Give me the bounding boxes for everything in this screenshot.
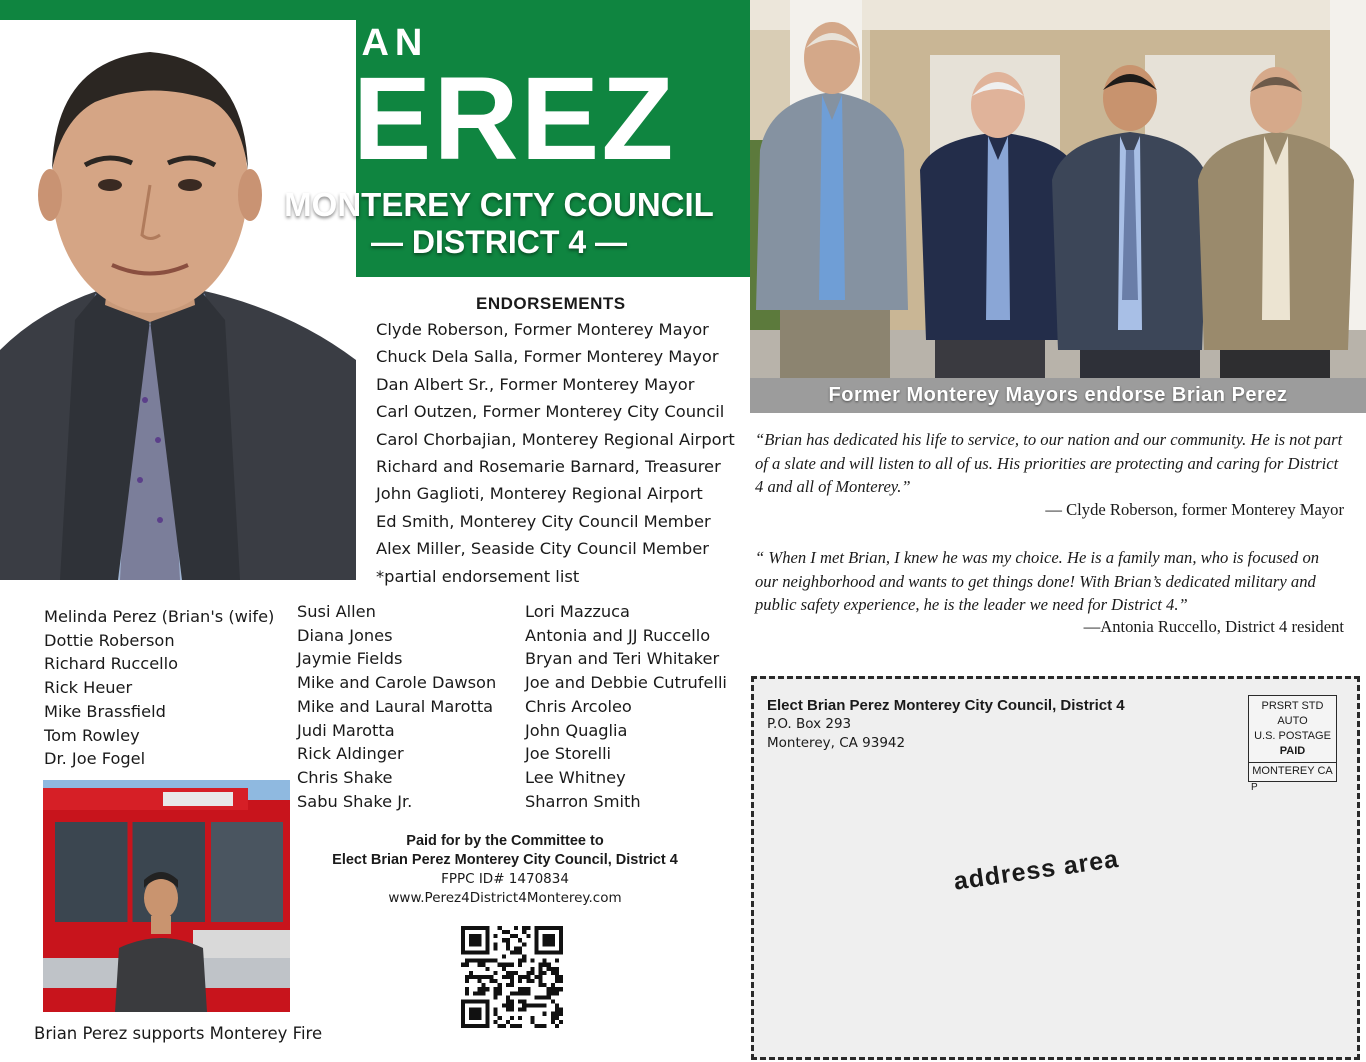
return-address-box: P.O. Box 293 — [767, 716, 852, 732]
supporter-name: Rick Aldinger — [297, 744, 404, 764]
endorsements-heading: ENDORSEMENTS — [476, 294, 626, 313]
endorsement-item: Clyde Roberson, Former Monterey Mayor — [376, 320, 709, 339]
quote-text: “Brian has dedicated his life to service, to our nation and our community. He is not part of a slate and will listen to all of us. His priorities are protecting and caring for District 4 and all of Monterey.” — [755, 430, 1343, 497]
quote-text: “ When I met Brian, I knew he was my choice. He is a family man, who is focused on our neighborhood and wants to get things done! With Brian’s dedicated military and public safety experience, he is the leader we need for District 4.” — [755, 548, 1320, 615]
supporter-name: Mike and Laural Marotta — [297, 696, 494, 716]
supporter-name: Joe and Debbie Cutrufelli — [525, 673, 727, 693]
supporter-name: Sharron Smith — [525, 791, 641, 811]
supporter-name: Mike Brassfield — [44, 701, 166, 721]
supporters-column-2 — [297, 600, 496, 813]
campaign-website: www.Perez4District4Monterey.com — [388, 890, 622, 906]
supporters-column-1 — [44, 605, 274, 771]
quote-attribution: —Antonia Ruccello, District 4 resident — [1083, 617, 1344, 636]
return-address-city: Monterey, CA 93942 — [767, 735, 906, 751]
qr-code-icon — [461, 926, 563, 1028]
candidate-last-name: PEREZ — [272, 53, 676, 185]
fire-photo-caption: Brian Perez supports Monterey Fire — [34, 1024, 323, 1043]
fppc-id: FPPC ID# 1470834 — [441, 871, 569, 887]
group-photo-caption: Former Monterey Mayors endorse Brian Perez — [828, 384, 1288, 406]
supporter-name: Sabu Shake Jr. — [297, 791, 413, 811]
endorsement-item: Chuck Dela Salla, Former Monterey Mayor — [376, 347, 719, 367]
office-title: MONTEREY CITY COUNCIL — [284, 186, 714, 223]
endorsement-list — [376, 316, 735, 590]
endorsement-item: Carol Chorbajian, Monterey Regional Airport — [376, 429, 735, 449]
supporter-name: Melinda Perez (Brian's (wife) — [44, 607, 275, 626]
postage-line: AUTO — [1277, 715, 1308, 727]
endorsement-item: Alex Miller, Seaside City Council Member — [376, 539, 709, 559]
return-address-name: Elect Brian Perez Monterey City Council, District 4 — [767, 697, 1125, 714]
quote-attribution: — Clyde Roberson, former Monterey Mayor — [1045, 500, 1344, 519]
postage-line: PRSRT STD — [1261, 700, 1324, 712]
endorsement-item: Dan Albert Sr., Former Monterey Mayor — [376, 374, 695, 394]
committee-name: Elect Brian Perez Monterey City Council, District 4 — [332, 852, 678, 868]
supporter-name: Mike and Carole Dawson — [297, 673, 497, 693]
supporter-name: Tom Rowley — [44, 725, 140, 745]
supporter-name: Rick Heuer — [44, 678, 133, 698]
postage-city: MONTEREY CA — [1249, 762, 1336, 779]
postage-indicia — [1248, 695, 1337, 782]
endorsement-note: *partial endorsement list — [376, 566, 580, 586]
district-title: — DISTRICT 4 — — [370, 224, 627, 260]
supporter-name: Joe Storelli — [525, 744, 612, 764]
supporter-name: Lee Whitney — [525, 767, 626, 787]
former-mayors-photo — [750, 0, 1366, 378]
paid-for-line: Paid for by the Committee to — [406, 833, 604, 849]
postage-paid: PAID — [1279, 745, 1306, 757]
endorsement-item: John Gaglioti, Monterey Regional Airport — [376, 484, 703, 504]
supporter-name: Dottie Roberson — [44, 630, 175, 650]
supporter-name: Antonia and JJ Ruccello — [525, 625, 711, 645]
supporter-name: Bryan and Teri Whitaker — [525, 649, 720, 669]
supporters-column-3 — [525, 600, 727, 813]
supporter-name: Jaymie Fields — [297, 649, 403, 669]
supporter-name: Chris Shake — [297, 767, 393, 787]
postage-permit-mark: P — [1251, 782, 1258, 793]
supporter-name: Diana Jones — [297, 625, 393, 645]
supporter-name: Lori Mazzuca — [525, 602, 630, 621]
supporter-name: Richard Ruccello — [44, 654, 179, 674]
supporter-name: Chris Arcoleo — [525, 696, 632, 716]
endorsement-item: Carl Outzen, Former Monterey City Council — [376, 402, 725, 422]
supporter-name: John Quaglia — [525, 720, 628, 740]
postage-line: U.S. POSTAGE — [1254, 730, 1331, 742]
paid-for-disclaimer — [300, 832, 710, 908]
candidate-first-name: BRIAN — [278, 22, 429, 64]
address-area-label: address area — [952, 844, 1121, 896]
supporter-name: Dr. Joe Fogel — [44, 749, 146, 769]
fire-truck-photo — [43, 780, 290, 1012]
supporter-name: Judi Marotta — [297, 720, 395, 740]
endorsement-item: Richard and Rosemarie Barnard, Treasurer — [376, 457, 721, 477]
endorsement-item: Ed Smith, Monterey City Council Member — [376, 511, 711, 531]
supporter-name: Susi Allen — [297, 602, 376, 621]
